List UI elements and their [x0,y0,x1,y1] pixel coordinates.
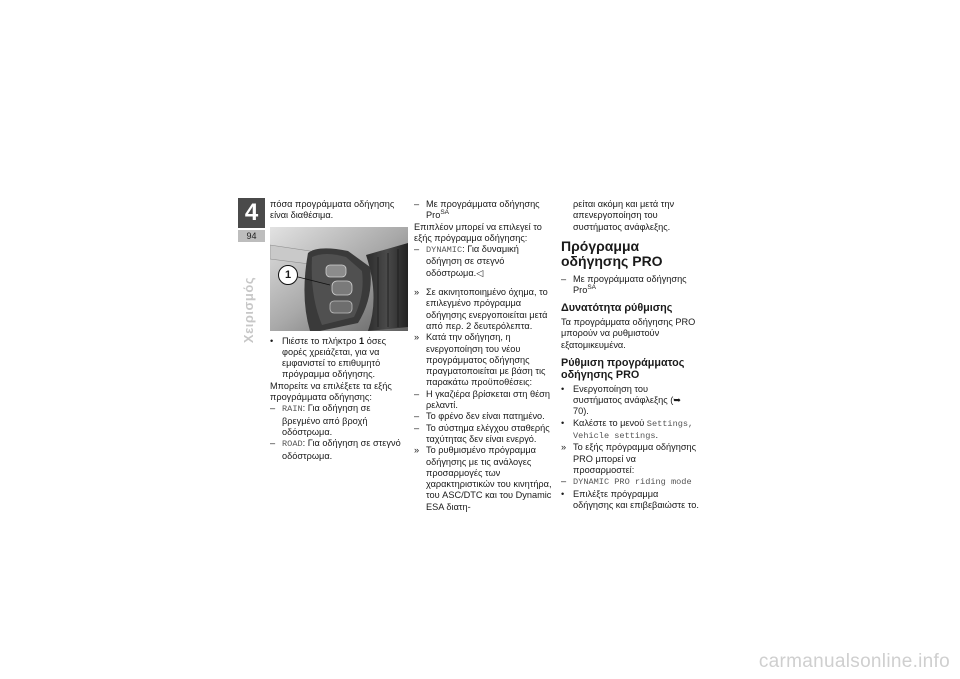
bullet-icon: • [561,417,565,428]
dash-icon: – [561,476,567,487]
continued-text: ρείται ακόμη και μετά την απενεργοποίηση του συστήματος ανάφλεξης. [573,199,675,232]
chapter-number: 4 [238,198,265,228]
button-ref-1: 1 [359,335,365,346]
rain-code: RAIN [282,404,303,415]
bullet-icon: • [561,383,565,394]
chapter-side-title: Χειρισμός [241,276,256,344]
page-number: 94 [238,230,265,242]
road-code: ROAD [282,439,303,450]
column-1 [270,199,408,462]
additional-mode-paragraph: Επιπλέον μπορεί να επιλεγεί το εξής πρόγραμμα οδήγησης: [414,221,542,243]
dash-icon: – [270,438,276,449]
dash-dynamic-pro [561,476,699,488]
bullet-call-menu: • Καλέστε το μενού Settings, Vehicle settings. [561,417,694,442]
result-arrow-icon: » [414,332,420,343]
watermark-text: carmanualsonline.info [758,651,950,672]
adjustment-paragraph: Τα προγράμματα οδήγησης PRO μπορούν να ρυθμιστούν εξατομικευμένα. [561,316,696,350]
bullet-icon: • [270,335,274,346]
condition-cruise: – Το σύστημα ελέγχου σταθερής ταχύτητας δεν είναι ενεργό. [414,422,550,444]
modes-paragraph: Μπορείτε να επιλέξετε τα εξής προγράμματα οδήγησης: [270,380,392,403]
dash-dynamic: – DYNAMIC: Για δυναμική οδήγηση σε στεγνό οδόστρωμα.◁ [414,244,519,278]
dash-icon: – [414,199,420,209]
heading-setting-pro-mode: Ρύθμιση προγράμματος οδήγησης PRO [561,356,685,382]
dash-icon: – [414,411,420,422]
result-arrow-icon: » [414,287,420,298]
result-arrow-icon: » [414,445,420,456]
bullet-icon: • [561,488,565,499]
dash-icon: – [270,403,276,414]
dynamic-pro-code: DYNAMIC PRO riding mode [573,477,692,488]
column-2 [414,199,552,513]
bullet-select-confirm: • Επιλέξτε πρόγραμμα οδήγησης και επιβεβαιώστε το. [561,488,699,510]
dash-icon: – [414,422,420,433]
condition-throttle: – Η γκαζιέρα βρίσκεται στη θέση ρελαντί. [414,388,550,411]
intro-text: πόσα προγράμματα οδήγησης είναι διαθέσιμα. [270,199,395,221]
column-3 [561,199,699,511]
bullet-press-button: • Πιέστε το πλήκτρο 1 όσες φορές χρειάζεται, για να εμφανιστεί το επιθυμητό πρόγραμμα οδήγησης. [270,335,387,380]
result-arrow-icon: » [561,442,567,453]
result-stationary: » Σε ακινητοποιημένο όχημα, το επιλεγμένο πρόγραμμα οδήγησης ενεργοποιείται μετά από περ. 2 δευτερόλεπτα. [414,287,548,331]
dash-icon: – [414,388,420,399]
menu-path-code: Settings, Vehicle settings [573,418,694,442]
result-adjustable: » Το εξής πρόγραμμα οδήγησης PRO μπορεί να προσαρμοστεί: [561,442,697,475]
handlebar-switch-photo [270,227,408,331]
dash-road: – ROAD: Για οδήγηση σε στεγνό οδόστρωμα. [270,438,401,461]
dash-icon: – [414,244,420,255]
result-retained: » Το ρυθμισμένο πρόγραμμα οδήγησης με τις ανάλογες προσαρμογές των χαρακτηριστικών του κινητήρα, του ASC/DTC και του Dynamic ESA διατη- [414,445,552,512]
dash-rain: – RAIN: Για οδήγηση σε βρεγμένο από βροχή οδόστρωμα. [270,403,371,437]
dash-icon: – [561,273,567,284]
result-riding: » Κατά την οδήγηση, η ενεργοποίηση του νέου προγράμματος οδήγησης πραγματοποιείται με βάση τις παρακάτω προϋποθέσεις: [414,332,546,388]
photo-callout-1: 1 [278,265,298,285]
condition-brake: – Το φρένο δεν είναι πατημένο. [414,411,545,422]
bullet-ignition: • Ενεργοποίηση του συστήματος ανάφλεξης (➥ 70). [561,383,681,417]
dynamic-code: DYNAMIC [426,245,463,256]
heading-pro-riding-mode: Πρόγραμμα οδήγησης PRO [561,237,663,270]
dash-pro-option: – Με προγράμματα οδήγησης Pro$^{SA}$ [414,199,540,221]
dash-pro-option: – Με προγράμματα οδήγησης Pro$^{SA}$ [561,273,687,296]
heading-adjustment-options: Δυνατότητα ρύθμισης [561,302,673,315]
